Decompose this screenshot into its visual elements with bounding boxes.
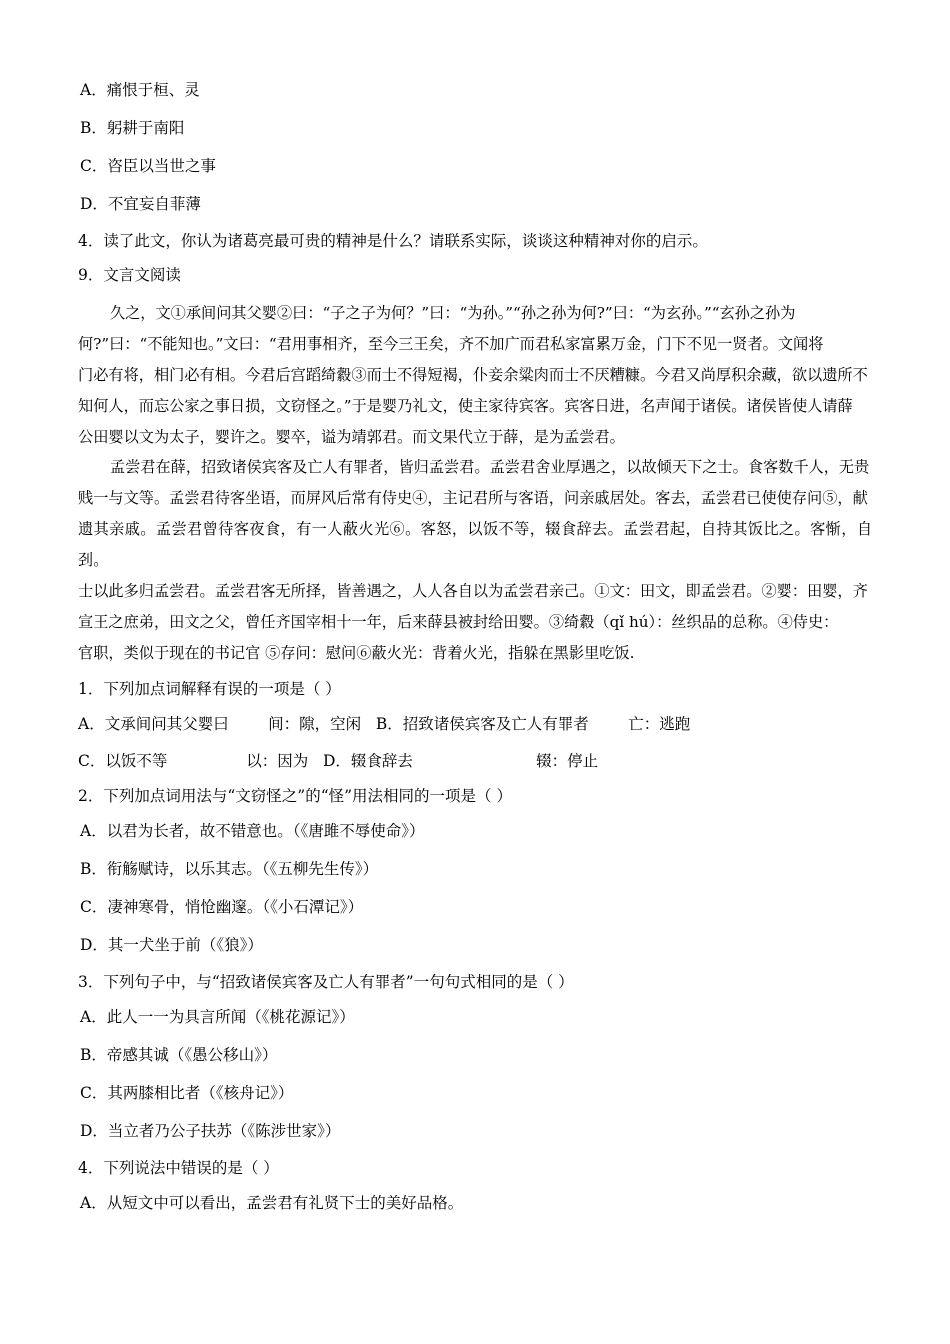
option-item: A．此人一一为具言所闻（《桃花源记》） [80, 1008, 355, 1027]
option-item: C．咨臣以当世之事 [80, 156, 216, 175]
option-item: A．从短文中可以看出，孟尝君有礼贤下士的美好品格。 [80, 1194, 464, 1213]
passage-line: 孟尝君在薛，招致诸侯宾客及亡人有罪者，皆归孟尝君。孟尝君舍业厚遇之，以故倾天下之士。食客数千人，无贵 [109, 458, 870, 477]
passage-line: 知何人，而忘公家之事日损，文窃怪之。”于是婴乃礼文，使主家待宾客。宾客日进，名声闻于诸侯。诸侯皆使人请薛 [78, 396, 853, 415]
passage-line: 遗其亲戚。孟尝君曾待客夜食，有一人蔽火光⑥。客怒，以饭不等，辍食辞去。孟尝君起，自持其饭比之。客惭，自刭。 [78, 520, 872, 569]
question-block-3 [78, 965, 872, 1151]
passage-line: 贱一与文等。孟尝君待客坐语，而屏风后常有侍史④，主记君所与客语，问亲戚居处。客去，孟尝君已使使存问⑤，献 [78, 489, 868, 508]
option-item: B．躬耕于南阳 [80, 118, 185, 137]
passage-line: 公田婴以文为太子，婴许之。婴卒，谥为靖郭君。而文果代立于薛，是为孟尝君。 [78, 427, 625, 446]
passage-line: 宣王之庶弟，田文之父，曾任齐国宰相十一年，后来薛县被封给田婴。③绮縠（qǐ hú）：丝织品的总称。④侍史： [78, 612, 839, 631]
passage-two [78, 452, 872, 668]
option-item: B．帝感其诚（《愚公移山》） [80, 1046, 278, 1065]
option-item: A．痛恨于桓、灵 [80, 81, 200, 99]
passage-line: 何?”曰：“不能知也。”文曰：“君用事相齐，至今三王矣，齐不加广而君私家富累万金，门下不见一贤者。文闻将 [78, 334, 824, 353]
option-item: A．以君为长者，故不错意也。（《唐雎不辱使命》） [80, 822, 425, 841]
option-item: D．不宜妄自菲薄 [80, 194, 201, 213]
passage-one [78, 298, 872, 452]
passage-line: 门必有将，相门必有相。今君后宫蹈绮縠③而士不得短褐，仆妾余粱肉而士不厌糟糠。今君又尚厚积余藏，欲以遗所不 [78, 365, 868, 384]
question-stem: 3．下列句子中，与“招致诸侯宾客及亡人有罪者”一句句式相同的是（ ） [78, 973, 574, 992]
question-block-4 [78, 1151, 872, 1223]
option-row: C．以饭不等 以：因为 D．辍食辞去 辍：停止 [78, 751, 599, 770]
question-block-2 [78, 779, 872, 965]
passage-line: 久之，文①承间问其父婴②曰：“子之子为何？”曰：“为孙。”“孙之孙为何?”曰：“为玄孙。”“玄孙之孙为 [109, 304, 796, 323]
option-item: D．其一犬坐于前（《狼》） [80, 936, 263, 955]
section-title: 9．文言文阅读 [78, 265, 181, 284]
passage-line: 官职，类似于现在的书记官 ⑤存问：慰问⑥蔽火光：背着火光，指躲在黑影里吃饭. [78, 643, 635, 662]
option-item: D．当立者乃公子扶苏（《陈涉世家》） [80, 1122, 341, 1141]
question-4-top: 4．读了此文，你认为诸葛亮最可贵的精神是什么？请联系实际，谈谈这种精神对你的启示。 [78, 231, 708, 250]
question-stem: 1．下列加点词解释有误的一项是（ ） [78, 680, 341, 699]
question-block-1 [78, 672, 872, 779]
question-stem: 2．下列加点词用法与“文窃怪之”的“怪”用法相同的一项是（ ） [78, 787, 512, 806]
option-item: B．衔觞赋诗，以乐其志。（《五柳先生传》） [80, 860, 379, 879]
question-stem: 4．下列说法中错误的是（ ） [78, 1159, 279, 1178]
option-row: A．文承间问其父婴曰 间：隙，空闲 B．招致诸侯宾客及亡人有罪者 亡：逃跑 [78, 715, 691, 734]
option-item: C．其两膝相比者（《核舟记》） [80, 1084, 294, 1103]
option-item: C．凄神寒骨，悄怆幽邃。（《小石潭记》） [80, 898, 364, 917]
passage-line: 士以此多归孟尝君。孟尝君客无所择，皆善遇之，人人各自以为孟尝君亲己。①文：田文，即孟尝君。②婴：田婴，齐 [78, 581, 868, 600]
top-options-group [78, 72, 872, 224]
